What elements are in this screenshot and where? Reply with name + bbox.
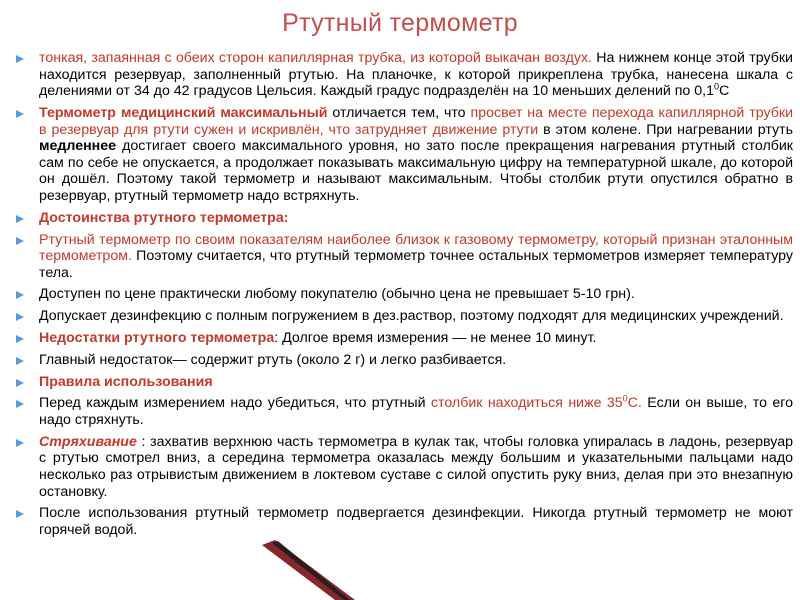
- list-item: [14, 50, 793, 100]
- triangle-bullet-icon: [16, 110, 24, 118]
- text-segment: медленнее: [39, 138, 117, 155]
- text-segment: Поэтому считается, что ртутный термометр точнее остальных термометров измеряет температуру тела.: [39, 248, 793, 281]
- list-item: [14, 374, 793, 391]
- triangle-bullet-icon: [16, 215, 24, 223]
- triangle-bullet-icon: [16, 335, 24, 343]
- text-segment: Если он выше, то его надо стряхнуть.: [39, 395, 793, 428]
- text-segment: Главный недостаток— содержит ртуть (около 2 г) и легко разбивается.: [39, 351, 507, 368]
- text-segment: Допускает дезинфекцию с полным погружением в дез.раствор, поэтому подходят для медицинских учреждений.: [39, 308, 784, 325]
- triangle-bullet-icon: [16, 400, 24, 408]
- text-segment: Правила использования: [39, 373, 213, 390]
- text-segment: : Долгое время измерения — не менее 10 минут.: [274, 330, 597, 347]
- list-item: [14, 395, 793, 428]
- triangle-bullet-icon: [16, 510, 24, 518]
- triangle-bullet-icon: [16, 357, 24, 365]
- text-segment: достигает своего максимального уровня, но зато после прекращения нагревания ртутный столбик сам по себе не опускается, а продолжает показывать максимальную цифру на температурной шкале, до которой он дошёл. Поэтому такой термометр и называют максимальным. Чтобы столбик ртути опустился обратно в резервуар, ртутный термометр надо встряхнуть.: [39, 138, 793, 204]
- text-segment: Термометр медицинский максимальный: [39, 104, 328, 121]
- text-segment: С: [719, 83, 730, 100]
- triangle-bullet-icon: [16, 439, 24, 447]
- triangle-bullet-icon: [16, 55, 24, 63]
- text-segment: отличается тем, что: [327, 104, 471, 121]
- text-segment: в этом колене. При нагревании ртуть: [538, 121, 793, 138]
- text-segment: Доступен по цене практически любому покупателю (обычно цена не превышает 5-10 грн).: [39, 286, 635, 303]
- bullet-list: [14, 50, 793, 544]
- list-item: [14, 330, 793, 347]
- list-item: [14, 352, 793, 369]
- triangle-bullet-icon: [16, 379, 24, 387]
- slide-title: Ртутный термометр: [282, 9, 518, 37]
- list-item: [14, 105, 793, 205]
- list-item: [14, 210, 793, 227]
- text-segment: 0: [713, 81, 719, 92]
- text-segment: После использования ртутный термометр подвергается дезинфекции. Никогда ртутный термометр не моют горячей водой.: [39, 505, 793, 538]
- text-segment: Недостатки ртутного термометра: [39, 330, 275, 347]
- list-item: [14, 308, 793, 325]
- triangle-bullet-icon: [16, 237, 24, 245]
- text-segment: столбик находиться ниже 35: [430, 395, 623, 412]
- list-item: [14, 286, 793, 303]
- text-segment: 0: [622, 393, 628, 404]
- text-segment: С.: [627, 395, 642, 412]
- text-segment: : захватив верхнюю часть термометра в кулак так, чтобы головка упиралась в ладонь, резервуар с ртутью смотрел вниз, а середина термометра оказалась между большим и указательными пальцами надо несколько раз отрывистым движением в локтевом суставе с силой опустить руку вниз, делая при это внезапную остановку.: [39, 433, 793, 500]
- thermometer-icon: [262, 540, 355, 600]
- list-item: [14, 434, 793, 500]
- text-segment: Стряхивание: [39, 433, 137, 450]
- text-segment: Перед каждым измерением надо убедиться, что ртутный: [39, 395, 431, 412]
- list-item: [14, 505, 793, 538]
- triangle-bullet-icon: [16, 313, 24, 321]
- list-item: [14, 232, 793, 282]
- text-segment: На нижнем конце этой трубки находится резервуар, заполненный ртутью. На планочке, к которой прикреплена трубка, нанесена шкала с делениями от 34 до 42 градусов Цельсия. Каждый градус подразделён на 10 меньших делений по 0,1: [39, 50, 793, 100]
- triangle-bullet-icon: [16, 291, 24, 299]
- text-segment: Ртутный термометр по своим показателям наиболее близок к газовому термометру, который признан эталонным термометром.: [39, 231, 793, 265]
- text-segment: просвет на месте перехода капиллярной трубки в резервуар для ртути сужен и искривлён, что затрудняет движение ртути: [39, 104, 794, 138]
- text-segment: Достоинства ртутного термометра:: [39, 209, 289, 226]
- text-segment: тонкая, запаянная с обеих сторон капиллярная трубка, из которой выкачан воздух.: [39, 50, 592, 66]
